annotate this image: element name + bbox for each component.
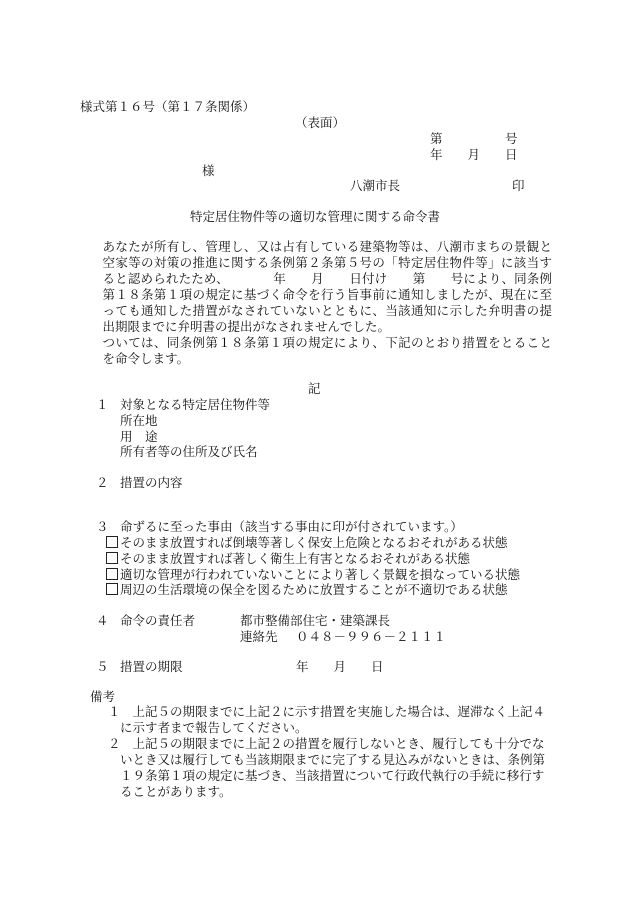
item5-label: 措置の期限 (120, 659, 183, 674)
reason-text: そのまま放置すれば著しく衛生上有害となるおそれがある状態 (120, 551, 471, 566)
reason-text: 周辺の生活環境の保全を図るために放置することが不適切である状態 (120, 582, 508, 597)
item2-number: ２ (96, 475, 109, 490)
item4-label: 命令の責任者 (120, 613, 196, 628)
responsible-dept: 都市整備部住宅・建築課長 (240, 613, 391, 628)
item1-use: 用 途 (120, 429, 158, 444)
item1-owner: 所有者等の住所及び氏名 (120, 444, 258, 459)
remarks-heading: 備考 (90, 689, 116, 704)
contact-label: 連絡先 (240, 629, 278, 644)
reason-checkbox[interactable] (106, 568, 118, 580)
reason-row (106, 535, 508, 551)
reason-text: 適切な管理が行われていないことにより著しく景観を損なっている状態 (120, 567, 521, 582)
reason-text: そのまま放置すれば倒壊等著しく保安上危険となるおそれがある状態 (120, 535, 508, 550)
date-line: 年 月 日 (430, 147, 518, 162)
document-title: 特定居住物件等の適切な管理に関する命令書 (189, 209, 440, 224)
reason-checkbox[interactable] (106, 536, 118, 548)
reason-row (106, 582, 508, 598)
item1-location: 所在地 (120, 413, 158, 428)
ki-heading: 記 (308, 381, 321, 396)
item3-number: ３ (96, 519, 109, 534)
item1-number: １ (96, 397, 109, 412)
number-line: 第 号 (430, 131, 518, 146)
contact-phone: ０４８－９９６－２１１１ (296, 629, 447, 644)
body-paragraph-1: あなたが所有し、管理し、又は占有している建築物等は、八潮市まちの景観と空家等の対策の推進に関する条例第２条第５号の「特定居住物件等」に該当すると認められたため、 年 月 日付け 第 号により、同条例第１８条第１項の規定に基づく命令を行う旨事前に通知しましたが、現在に至っても通知した措置がなされていないとともに、当該通知に示した弁明書の提出期限までに弁明書の提出がなされませんでした。 ついては、同条例第１８条第１項の規定により、下記のとおり措置をとることを命令します。 (90, 239, 552, 367)
deadline-date: 年 月 日 (296, 659, 384, 674)
remark2-number: ２ (108, 736, 121, 751)
item1-label: 対象となる特定居住物件等 (120, 397, 271, 412)
remark1-text: 上記５の期限までに上記２に示す措置を実施した場合は、遅滞なく上記４に示す者まで報告してください。 (120, 704, 546, 735)
reason-checkbox[interactable] (106, 583, 118, 595)
side-label: （表面） (295, 115, 346, 130)
item3-label: 命ずるに至った事由（該当する事由に印が付されています。） (120, 519, 463, 534)
item4-number: ４ (96, 613, 109, 628)
reason-checkbox[interactable] (106, 552, 118, 564)
form-label: 様式第１６号（第１７条関係） (80, 99, 256, 114)
item2-label: 措置の内容 (120, 475, 183, 490)
reason-row (106, 567, 520, 583)
remark2-text: 上記５の期限までに上記２の措置を履行しないとき、履行しても十分でないとき又は履行しても当該期限までに完了する見込みがないときは、条例第１９条第１項の規定に基づき、当該措置について行政代執行の手続に移行することがあります。 (120, 736, 546, 799)
seal: 印 (512, 178, 525, 193)
issuer: 八潮市長 (350, 178, 401, 193)
reason-row (106, 551, 470, 567)
addressee: 様 (202, 163, 215, 178)
item5-number: ５ (96, 659, 109, 674)
body-paragraph-2: ついては、同条例第１８条第１項の規定により、下記のとおり措置をとることを命令します。 (102, 335, 552, 366)
remark1-number: １ (108, 704, 121, 719)
